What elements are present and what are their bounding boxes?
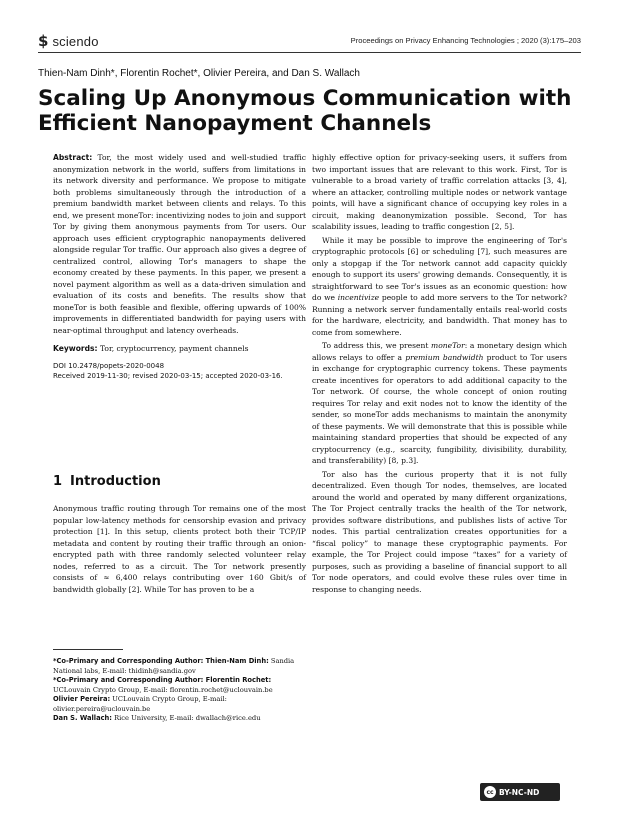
footnote-item: *Co-Primary and Corresponding Author: Florentin Rochet: UCLouvain Crypto Group, E-mail: florentin.rochet@uclouvain.be xyxy=(53,676,273,694)
publisher-logo xyxy=(38,32,99,50)
doi: DOI 10.2478/popets-2020-0048 xyxy=(53,361,165,370)
section-heading xyxy=(53,474,161,489)
received-dates: Received 2019-11-30; revised 2020-03-15; accepted 2020-03-16. xyxy=(53,372,283,380)
header-rule xyxy=(38,52,581,53)
keywords-text: Tor, cryptocurrency, payment channels xyxy=(99,344,249,353)
footnotes xyxy=(53,657,306,724)
paper-title: Scaling Up Anonymous Communication with Efficient Nanopayment Channels xyxy=(38,86,572,136)
license-badge[interactable] xyxy=(480,783,560,801)
intro-paragraph: Anonymous traffic routing through Tor remains one of the most popular low-latency methods for censorship evasion and privacy protection [1]. In this setup, clients protect both their TCP/IP metadata and content by routing their traffic through an onion-encrypted path with three randomly selected volunteer relay nodes, referred to as a circuit. The Tor network presently consists of ≈ 6,400 relays contributing over 160 Gbit/s of bandwidth globally [2]. While Tor has proven to be a xyxy=(53,504,306,594)
footnote-rule xyxy=(53,649,123,650)
right-column xyxy=(312,152,567,595)
abstract-label: Abstract: xyxy=(53,153,93,162)
creative-commons-icon: cc xyxy=(484,786,496,798)
keywords xyxy=(53,343,306,355)
left-column xyxy=(53,152,306,382)
abstract-text: Tor, the most widely used and well-studied traffic anonymization network in the world, suffers from limitations in its network diversity and performance. We propose to mitigate both problems simultaneously through the introduction of a premium bandwidth market between clients and relays. To this end, we present moneTor: incentivizing nodes to join and support Tor by giving them anonymous payments from Tor users. Our approach uses efficient cryptographic nanopayments delivered alongside regular Tor traffic. Our approach also gives a degree of centralized control, allowing Tor's managers to shape the economy created by these payments. In this paper, we present a novel payment algorithm as well as a data-driven simulation and evaluation of its costs and benefits. The results show that moneTor is both feasible and flexible, offering upwards of 100% improvements in differentiated bandwidth for paying users with near-optimal throughput and latency overheads. xyxy=(53,153,307,335)
paragraph: While it may be possible to improve the engineering of Tor's cryptographic protocols [6] or scheduling [7], such measures are only a stopgap if the Tor network cannot add capacity quickly enough to support its users' growing demands. Consequently, it is straightforward to see Tor's issues as an economic question: how do we incentivize people to add more servers to the Tor network? Running a network server fundamentally entails real-world costs for the hardware, electricity, and bandwidth. That money has to come from somewhere. xyxy=(312,235,567,337)
publisher-name: sciendo xyxy=(52,33,99,49)
paragraph: highly effective option for privacy-seeking users, it suffers from two important issues that are relevant to this work. First, Tor is vulnerable to a broad variety of traffic correlation attacks [3, 4], where an attacker, controlling multiple nodes or network vantage points, will have a significant chance of occupying key roles in a circuit, making deanonymization possible. Second, Tor has scalability issues, leading to traffic congestion [2, 5]. xyxy=(312,153,567,231)
footnote-item: Dan S. Wallach: Rice University, E-mail: dwallach@rice.edu xyxy=(53,714,261,722)
paragraph: To address this, we present moneTor: a monetary design which allows relays to offer a premium bandwidth product to Tor users in exchange for cryptographic currency tokens. These payments create incentives for operators to add additional capacity to the Tor network. Of course, the whole concept of onion routing requires Tor relay and exit nodes not to know the identity of the sender, so moneTor adds mechanisms to maintain the anonymity of these payments. We will demonstrate that this is possible while maintaining standard properties that should be expected of any cryptocurrency (e.g., scarcity, fungibility, divisibility, durability, and transferability) [8, p.3]. xyxy=(312,341,567,465)
abstract xyxy=(53,152,306,336)
author-list: Thien-Nam Dinh*, Florentin Rochet*, Olivier Pereira, and Dan S. Wallach xyxy=(38,68,360,79)
paragraph: Tor also has the curious property that it is not fully decentralized. Even though Tor nodes, themselves, are located around the world and operated by many different organizations, The Tor Project centrally tracks the health of the Tor network, provides software distributions, and publishes lists of active Tor nodes. This partial centralization creates opportunities for a “fiscal policy” to manage these cryptographic payments. For example, the Tor Project could impose “taxes” for a variety of purposes, such as providing a baseline of financial support to all Tor node operators, and could evolve these rules over time in response to changing needs. xyxy=(312,469,567,594)
section-title: Introduction xyxy=(70,474,161,489)
footnote-item: *Co-Primary and Corresponding Author: Thien-Nam Dinh: Sandia National labs, E-mail: thidinh@sandia.gov xyxy=(53,657,295,675)
license-text: BY-NC-ND xyxy=(499,787,540,797)
section-number: 1 xyxy=(53,474,63,489)
keywords-label: Keywords: xyxy=(53,344,98,353)
journal-citation: Proceedings on Privacy Enhancing Technologies ; 2020 (3):175–203 xyxy=(350,36,581,45)
sciendo-logo-icon: $ xyxy=(38,32,49,50)
footnote-item: Olivier Pereira: UCLouvain Crypto Group, E-mail: olivier.pereira@uclouvain.be xyxy=(53,695,227,713)
